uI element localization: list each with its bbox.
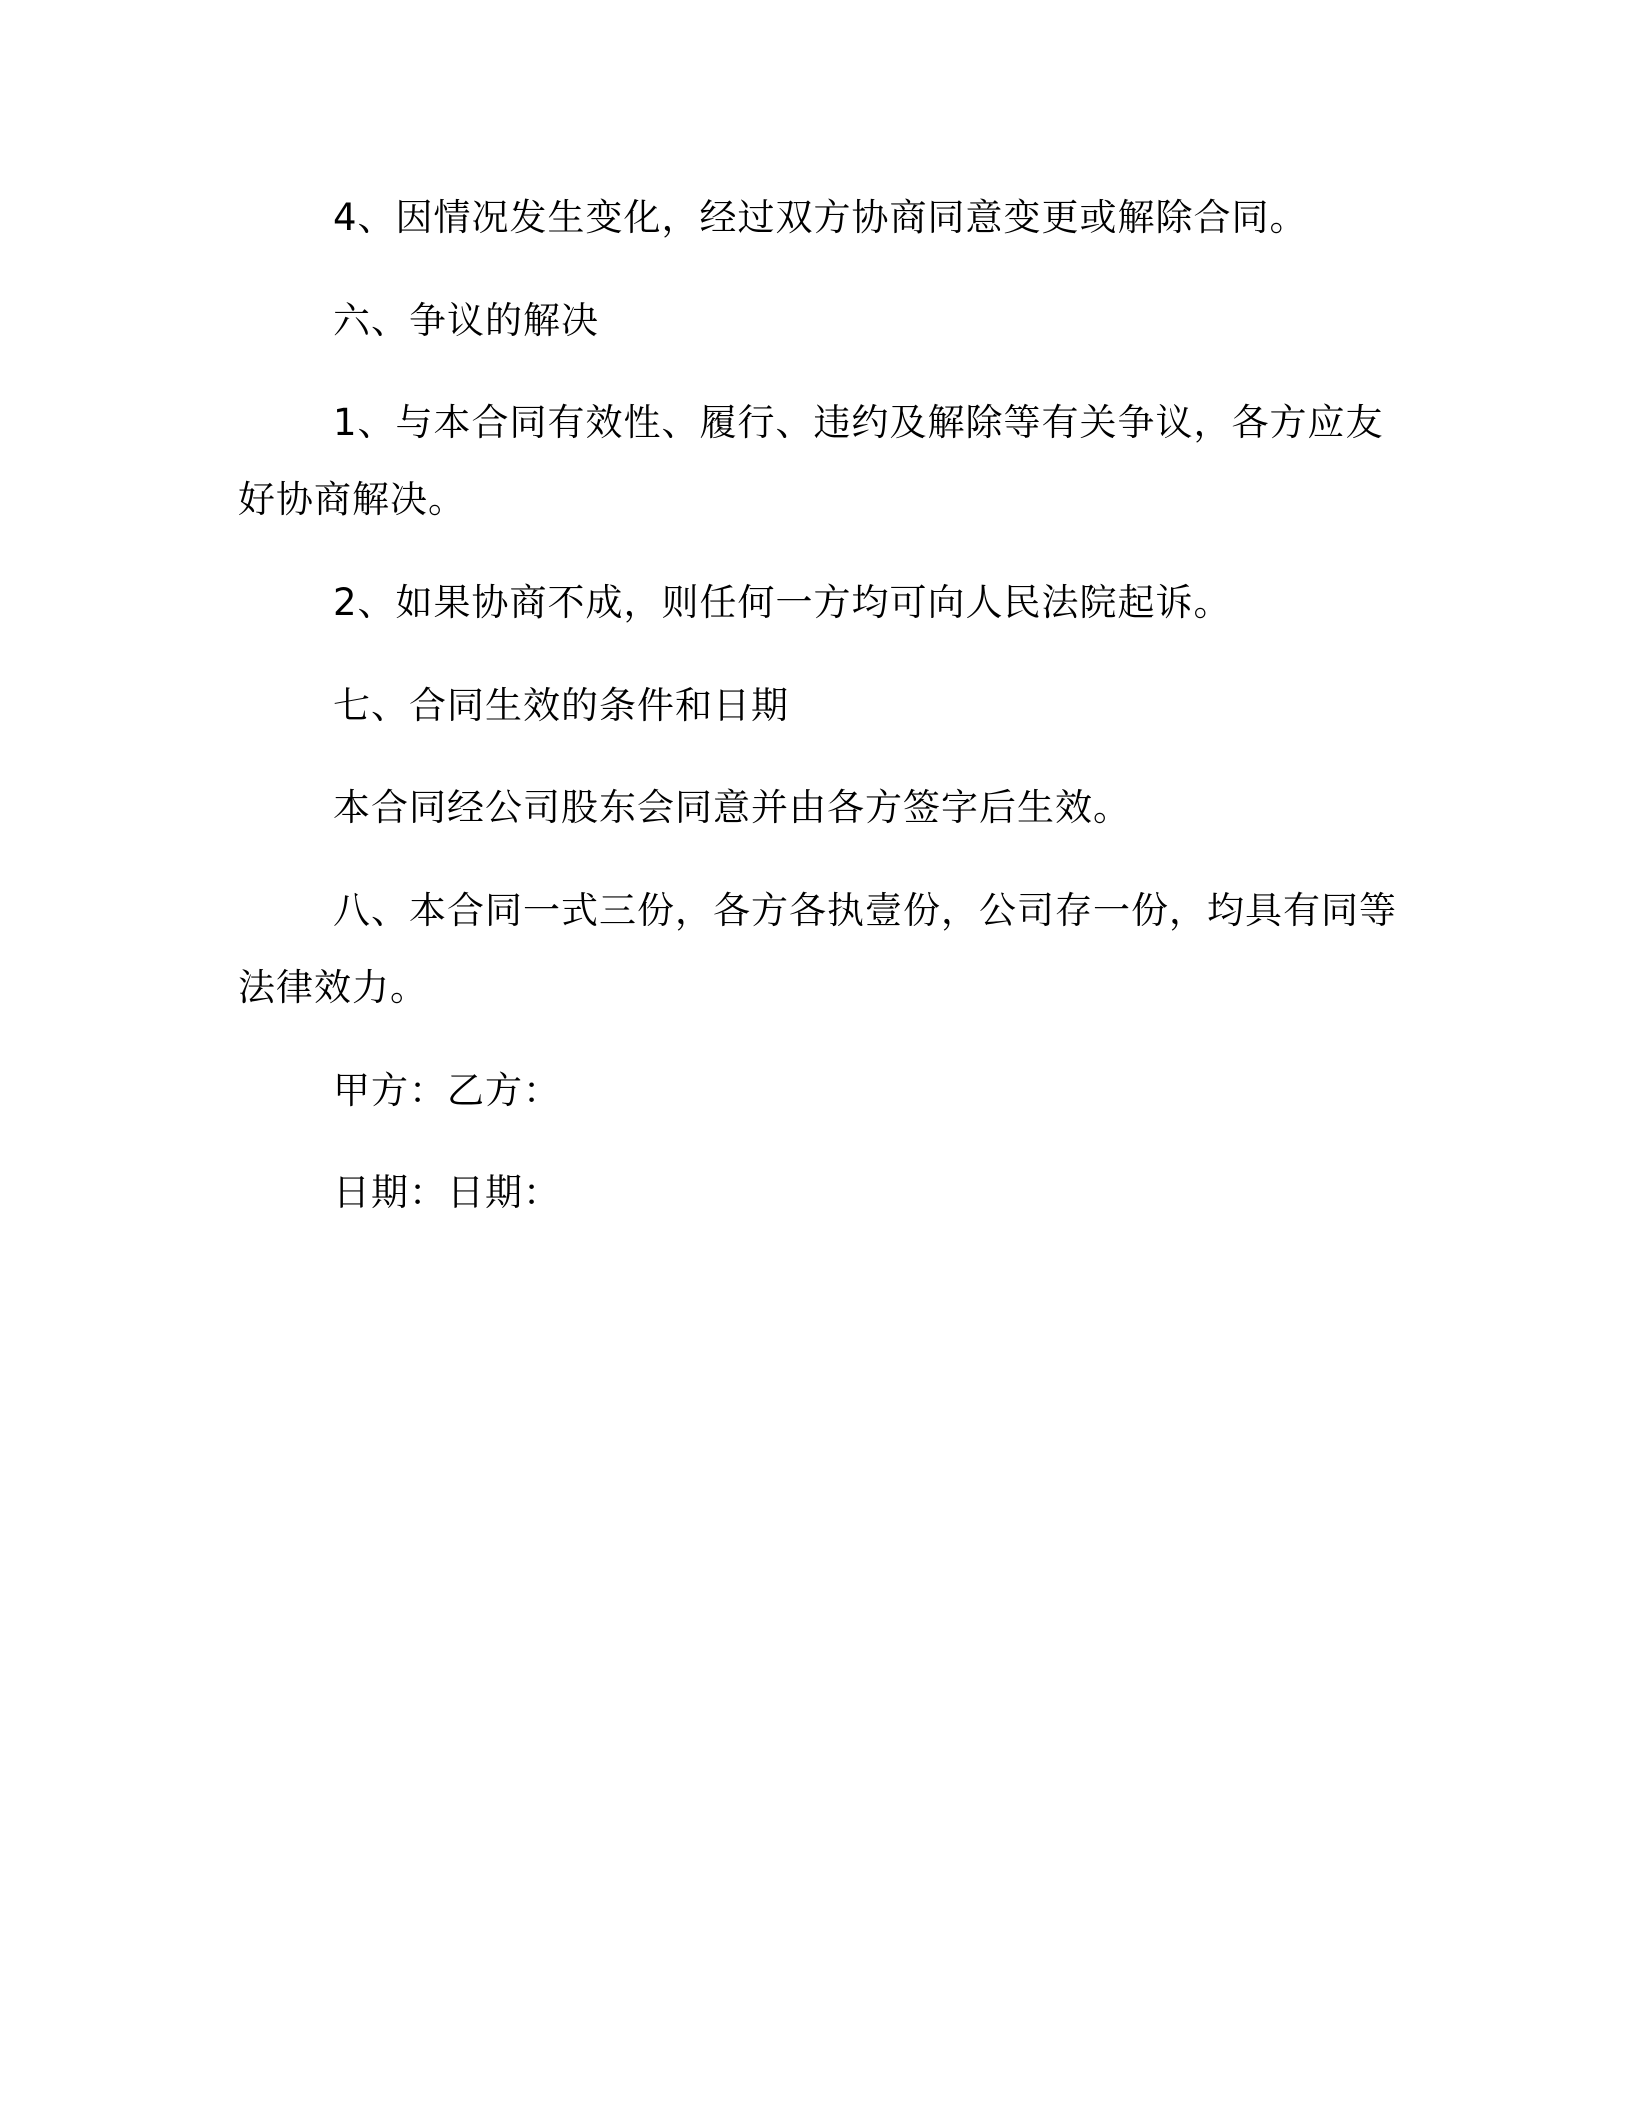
clause-6-2: 2、如果协商不成，则任何一方均可向人民法院起诉。	[333, 581, 1232, 624]
clause-6-1-line-2: 好协商解决。	[238, 478, 466, 521]
signature-dates: 日期：日期：	[333, 1171, 561, 1214]
clause-6-1-line-1: 1、与本合同有效性、履行、违约及解除等有关争议，各方应友	[333, 401, 1384, 444]
section-7-body: 本合同经公司股东会同意并由各方签字后生效。	[333, 786, 1131, 829]
section-6-heading: 六、争议的解决	[333, 299, 599, 342]
section-7-heading: 七、合同生效的条件和日期	[333, 684, 789, 727]
clause-4-change-or-terminate: 4、因情况发生变化，经过双方协商同意变更或解除合同。	[333, 196, 1308, 239]
section-8-line-2: 法律效力。	[238, 966, 428, 1009]
signature-parties: 甲方：乙方：	[333, 1069, 561, 1112]
section-8-line-1: 八、本合同一式三份，各方各执壹份，公司存一份，均具有同等	[333, 889, 1397, 932]
